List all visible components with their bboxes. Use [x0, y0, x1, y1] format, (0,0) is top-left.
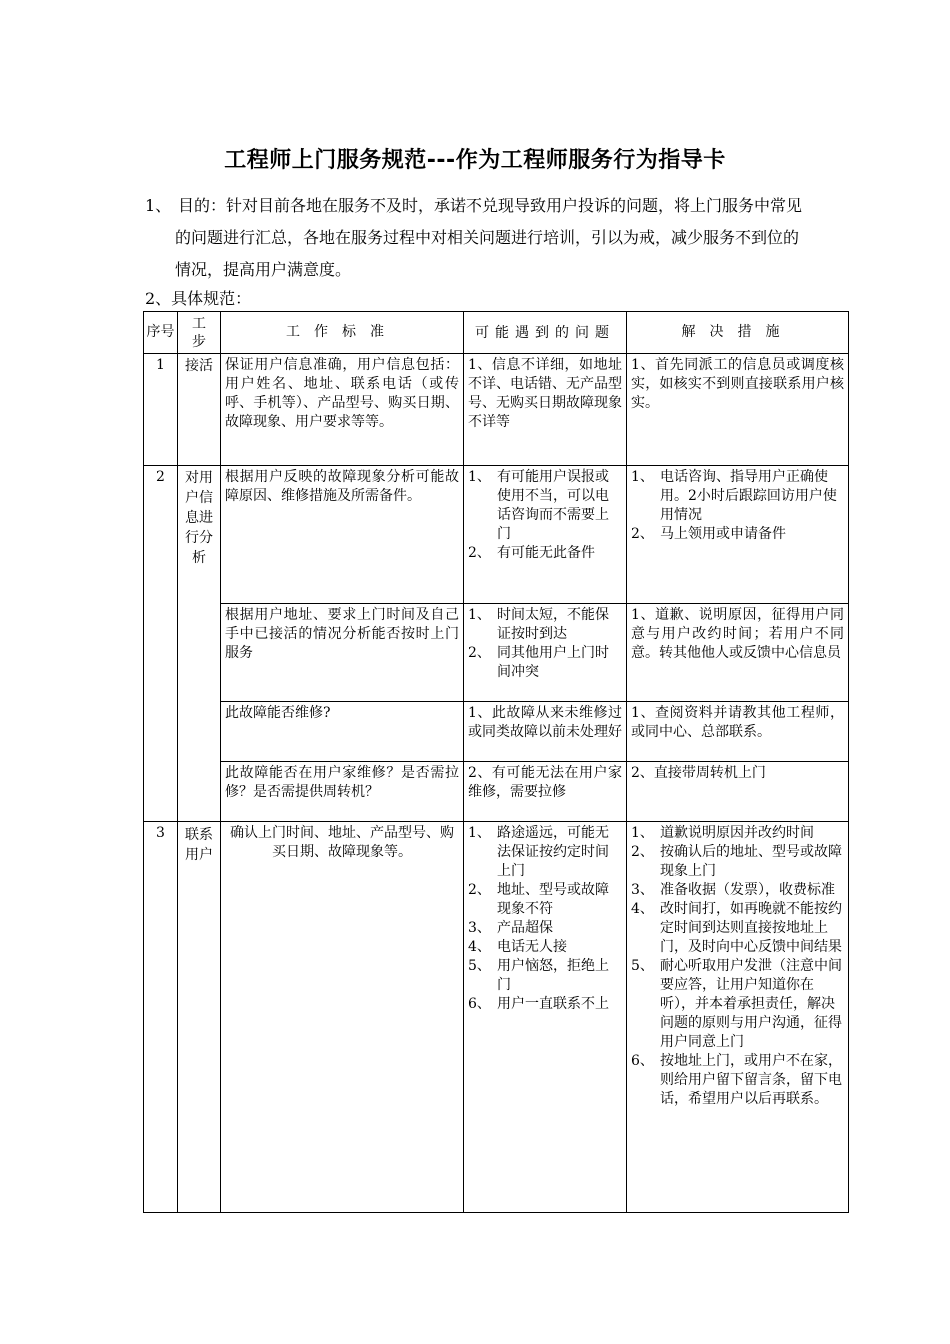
list-item: 3、 准备收据（发票），收费标准: [631, 882, 835, 898]
list-item: 4、 改时间打，如再晚就不能按约定时间到达则直接按地址上门，及时向中心反馈中间结果: [631, 901, 842, 955]
seq-cell: 3: [144, 822, 178, 1213]
standard-cell: 保证用户信息准确，用户信息包括：用户姓名、地址、联系电话（或传呼、手机等）、产品型号、购买日期、故障现象、用户要求等等。: [221, 354, 464, 466]
list-item: 1、 有可能用户误报或使用不当，可以电话咨询而不需要上门: [468, 469, 609, 542]
solutions-cell: 2、直接带周转机上门: [627, 762, 849, 822]
solutions-cell: [627, 466, 849, 604]
service-spec-table: [143, 311, 849, 1213]
standard-cell: 确认上门时间、地址、产品型号、购买日期、故障现象等。: [221, 822, 464, 1213]
problems-cell: 1、此故障从来未维修过或同类故障以前未处理好: [464, 702, 627, 762]
problems-cell: [464, 604, 627, 702]
list-item: 1、 时间太短，不能保证按时到达: [468, 607, 609, 642]
standard-cell: 此故障能否在用户家维修？是否需拉修？是否需提供周转机？: [221, 762, 464, 822]
table-row: [144, 604, 849, 702]
header-solutions: 解决措施: [627, 312, 849, 354]
standard-cell: 此故障能否维修?: [221, 702, 464, 762]
list-item: 5、 用户恼怒，拒绝上门: [468, 958, 609, 993]
spec-heading: 2、具体规范：: [145, 289, 252, 308]
header-row: [144, 312, 849, 354]
purpose-number: 1、: [145, 196, 172, 215]
standard-cell: 根据用户反映的故障现象分析可能故障原因、维修措施及所需备件。: [221, 466, 464, 604]
list-item: 2、 马上领用或申请备件: [631, 526, 786, 542]
step-cell: 联系用户: [178, 822, 221, 1213]
list-item: 3、 产品超保: [468, 920, 553, 936]
seq-cell: 2: [144, 466, 178, 822]
problems-cell: [464, 822, 627, 1213]
table-row: [144, 702, 849, 762]
solutions-cell: [627, 822, 849, 1213]
problems-cell: [464, 466, 627, 604]
document-title: 工程师上门服务规范---作为工程师服务行为指导卡: [224, 148, 726, 173]
problems-cell: 1、信息不详细，如地址不详、电话错、无产品型号、无购买日期故障现象不详等: [464, 354, 627, 466]
list-item: 2、 有可能无此备件: [468, 545, 595, 561]
table-row: [144, 762, 849, 822]
step-cell: 接活: [178, 354, 221, 466]
header-step: 工步: [178, 312, 221, 354]
list-item: 2、 按确认后的地址、型号或故障现象上门: [631, 844, 842, 879]
step-cell: 对用户信息进行分析: [178, 466, 221, 822]
header-seq: 序号: [144, 312, 178, 354]
header-problems: 可能遇到的问题: [464, 312, 627, 354]
purpose-paragraph: [145, 190, 810, 286]
standard-cell: 根据用户地址、要求上门时间及自己手中已接活的情况分析能否按时上门服务: [221, 604, 464, 702]
list-item: 2、 地址、型号或故障现象不符: [468, 882, 609, 917]
solutions-cell: 1、查阅资料并请教其他工程师，或同中心、总部联系。: [627, 702, 849, 762]
list-item: 6、 用户一直联系不上: [468, 996, 609, 1012]
table-row: [144, 466, 849, 604]
solutions-cell: 1、首先同派工的信息员或调度核实，如核实不到则直接联系用户核实。: [627, 354, 849, 466]
list-item: 2、 同其他用户上门时间冲突: [468, 645, 609, 680]
purpose-text: 目的：针对目前各地在服务不及时，承诺不兑现导致用户投诉的问题，将上门服务中常见的问题进行汇总，各地在服务过程中对相关问题进行培训，引以为戒，减少服务不到位的情况，提高用户满意度。: [175, 196, 803, 279]
table-row: [144, 822, 849, 1213]
solutions-cell: 1、道歉、说明原因，征得用户同意与用户改约时间；若用户不同意。转其他他人或反馈中心信息员: [627, 604, 849, 702]
table-row: [144, 354, 849, 466]
seq-cell: 1: [144, 354, 178, 466]
list-item: 6、 按地址上门，或用户不在家，则给用户留下留言条，留下电话，希望用户以后再联系。: [631, 1053, 842, 1107]
list-item: 1、 道歉说明原因并改约时间: [631, 825, 814, 841]
list-item: 5、 耐心听取用户发泄（注意中间要应答，让用户知道你在 听），并本着承担责任，解决 问题的原则与用户沟通，征得用户同意上门: [631, 958, 842, 1050]
list-item: 4、 电话无人接: [468, 939, 567, 955]
list-item: 1、 电话咨询、指导用户正确使用。2小时后跟踪回访用户使用情况: [631, 469, 837, 523]
header-standard: 工作标准: [221, 312, 464, 354]
problems-cell: 2、有可能无法在用户家维修，需要拉修: [464, 762, 627, 822]
list-item: 1、 路途遥远，可能无法保证按约定时间上门: [468, 825, 609, 879]
